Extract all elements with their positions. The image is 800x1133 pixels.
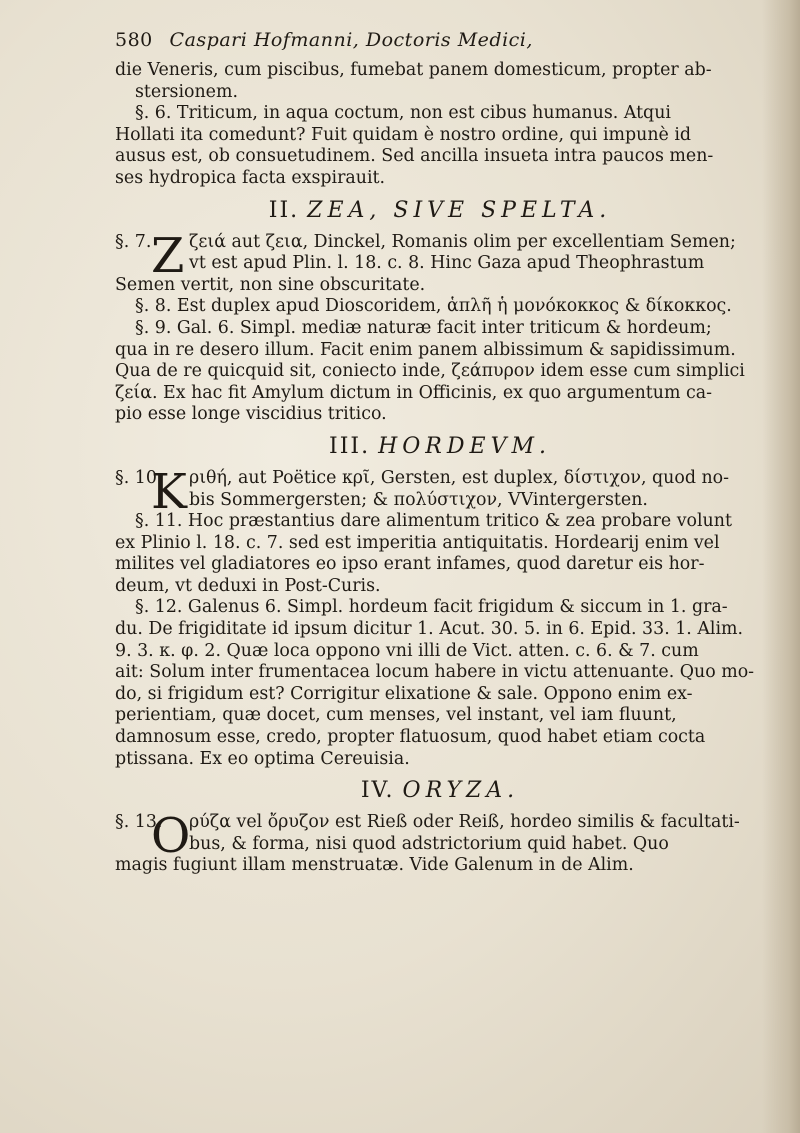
section-title: HORDEVM. [378, 433, 551, 459]
paragraph-9-line: ζεία. Ex hac fit Amylum dictum in Officinis, ex quo argumentum ca- [115, 382, 712, 403]
paragraph-12-line: damnosum esse, credo, propter flatuosum, quod habet etiam cocta [115, 727, 706, 748]
paragraph-13 [115, 808, 765, 877]
running-head: Caspari Hofmanni, Doctoris Medici, [169, 29, 533, 51]
paragraph-13-line: bus, & forma, nisi quod adstrictorium quid habet. Quo [189, 833, 669, 854]
paragraph-10 [115, 463, 765, 520]
paragraph-7-line: vt est apud Plin. l. 18. c. 8. Hinc Gaza apud Theophrastum [189, 253, 705, 274]
paragraph-7 [115, 227, 765, 297]
section-title: ZEA, SIVE SPELTA. [307, 197, 612, 223]
paragraph-9-line: Qua de re quicquid sit, coniecto inde, ζεάπυρον idem esse cum simplici [115, 361, 745, 382]
paragraph-11-line: deum, vt deduxi in Post-Curis. [115, 575, 381, 596]
paragraph-9-line: qua in re desero illum. Facit enim panem albissimum & sapidissimum. [115, 339, 736, 360]
section-heading-zea [115, 190, 765, 232]
paragraph-13-line: ρύζα vel ὄρυζον est Rieß oder Reiß, hordeo similis & facultati- [189, 812, 740, 833]
paragraph-12-line: ait: Solum inter frumentacea locum habere in victu attenuante. Quo mo- [115, 662, 755, 683]
paragraph-7-line: ζειά aut ζεια, Dinckel, Romanis olim per excellentiam Semen; [189, 231, 736, 252]
page-number: 580 [115, 29, 153, 51]
section-heading-hordeum [115, 426, 765, 468]
page-header [115, 30, 765, 60]
paragraph-11-line: ex Plinio l. 18. c. 7. sed est imperitia antiquitatis. Hordearij enim vel [115, 532, 720, 553]
paragraph-12-line: §. 12. Galenus 6. Simpl. hordeum facit frigidum & siccum in 1. gra- [135, 597, 728, 618]
section-number: III. [329, 433, 371, 459]
paragraph-8-line: §. 8. Est duplex apud Dioscoridem, ἁπλῆ ἡ μονόκοκκος & δίκοκκος. [135, 296, 732, 317]
paragraph-13-line: magis fugiunt illam menstruatæ. Vide Galenum in de Alim. [115, 855, 634, 876]
drop-capital: O [151, 808, 191, 865]
intro-line: die Veneris, cum piscibus, fumebat panem domesticum, propter ab- [115, 60, 712, 80]
paragraph-6-line: §. 6. Triticum, in aqua coctum, non est cibus humanus. Atqui [135, 103, 671, 124]
section-number: II. [268, 197, 300, 223]
section-heading-oryza [115, 770, 765, 812]
intro-line: stersionem. [135, 81, 238, 102]
paragraph-12-line: perientiam, quæ docet, cum menses, vel instant, vel iam fluunt, [115, 705, 677, 726]
paragraph-12-line: do, si frigidum est? Corrigitur elixatione & sale. Oppono enim ex- [115, 683, 693, 704]
text-block [115, 30, 765, 877]
paragraph-9-line: §. 9. Gal. 6. Simpl. mediæ naturæ facit inter triticum & hordeum; [135, 317, 712, 338]
paragraph-9-line: pio esse longe viscidius tritico. [115, 404, 387, 425]
paragraph-10-line: bis Sommergersten; & πολύστιχον, VVintergersten. [189, 489, 648, 510]
paragraph-12-line: ptissana. Ex eo optima Cereuisia. [115, 748, 410, 769]
paragraph-7-line: Semen vertit, non sine obscuritate. [115, 274, 426, 295]
paragraph-6-line: Hollati ita comedunt? Fuit quidam è nostro ordine, qui impunè id [115, 124, 692, 145]
section-number: IV. [360, 778, 395, 804]
paragraph-6-line: ses hydropica facta exspirauit. [115, 167, 386, 188]
paragraph-12-line: 9. 3. κ. φ. 2. Quæ loca oppono vni illi de Vict. atten. c. 6. & 7. cum [115, 640, 699, 661]
paragraph-11-line: milites vel gladiatores eo ipso erant infames, quod daretur eis hor- [115, 554, 705, 575]
drop-capital: Z [151, 227, 185, 284]
paragraph-12-line: du. De frigiditate id ipsum dicitur 1. Acut. 30. 5. in 6. Epid. 33. 1. Alim. [115, 619, 744, 640]
drop-capital: K [151, 463, 187, 520]
paragraph-label: §. 7. [115, 231, 152, 252]
paragraph-10-line: ριθή, aut Poëtice κρῖ, Gersten, est duplex, δίστιχον, quod no- [189, 467, 730, 488]
paragraph-6-line: ausus est, ob consuetudinem. Sed ancilla insueta intra paucos men- [115, 146, 714, 167]
section-title: ORYZA. [402, 778, 520, 804]
page-edge-shadow [762, 0, 800, 1133]
paragraph-label: §. 10. [115, 467, 163, 488]
paragraph-11-line: §. 11. Hoc præstantius dare alimentum tritico & zea probare volunt [135, 511, 732, 532]
paragraph-label: §. 13. [115, 812, 163, 833]
